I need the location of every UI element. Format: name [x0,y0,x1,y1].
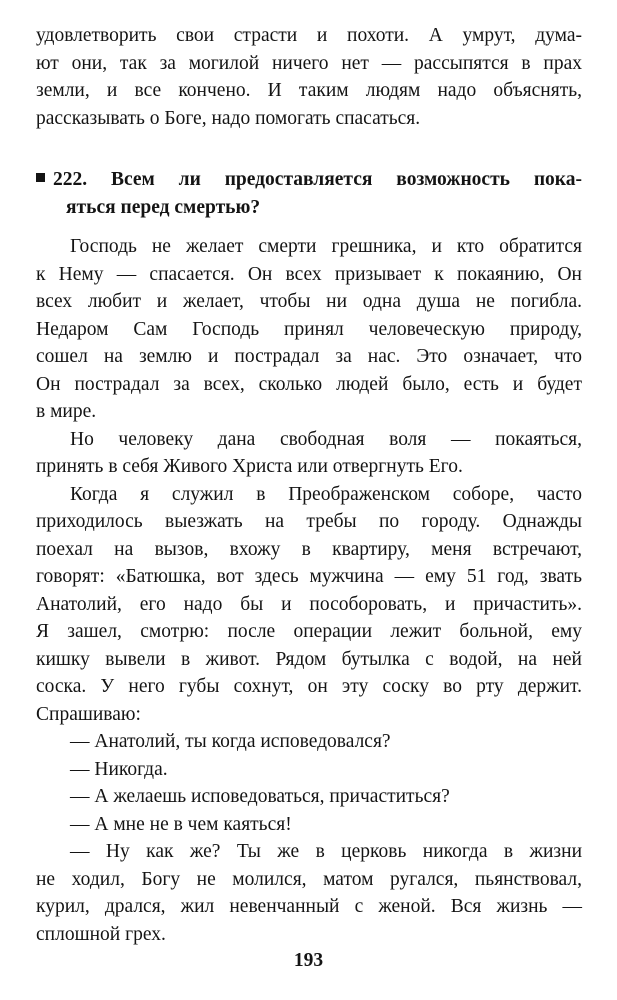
text-line: удовлетворить свои страсти и похоти. А умрут, дума- [36,25,582,46]
heading-line: 222. Всем ли предоставляется возможность пока- [53,169,582,190]
text-line: Но человеку дана свободная воля — покаяться, [70,428,582,450]
square-bullet-icon [36,173,45,182]
text-line: Анатолий, его надо бы и пособоровать, и причастить». [36,593,582,615]
text-line: рассказывать о Боге, надо помогать спасаться. [36,107,421,129]
text-line: приходилось выезжать на требы по городу. Однажды [36,511,582,532]
section-heading [36,166,582,221]
text-line: сплошной грех. [36,923,166,945]
dialogue-line: — А желаешь исповедоваться, причаститься? [70,786,450,807]
text-line: говорят: «Батюшка, вот здесь мужчина — ему 51 год, звать [36,566,582,587]
intro-paragraph [36,22,582,132]
heading-line: яться перед смертью? [66,196,261,218]
text-line: земли, и все кончено. И таким людям надо объяснять, [36,80,582,101]
dialogue-line: — Никогда. [70,758,168,780]
page-number: 193 [293,950,324,971]
text-line: принять в себя Живого Христа или отвергнуть Его. [36,456,463,477]
text-line: всех любит и желает, чтобы ни одна душа не погибла. [36,291,582,312]
body-text [36,233,582,948]
text-line: поехал на вызов, вхожу в квартиру, меня встречают, [36,538,582,560]
text-line: соска. У него губы сохнут, он эту соску во рту держит. [36,676,582,697]
text-line: Недаром Сам Господь принял человеческую природу, [36,318,582,340]
dialogue-line: — Ну как же? Ты же в церковь никогда в жизни [70,841,582,862]
text-line: к Нему — спасается. Он всех призывает к покаянию, Он [36,263,582,285]
text-line: сошел на землю и пострадал за нас. Это означает, что [36,346,582,367]
text-line: Господь не желает смерти грешника, и кто обратится [70,236,582,257]
book-page [36,22,582,948]
text-line: Он пострадал за всех, сколько людей было, есть и будет [36,373,582,395]
text-line: Я зашел, смотрю: после операции лежит больной, ему [36,621,582,642]
dialogue-line: — Анатолий, ты когда исповедовался? [70,731,391,752]
text-line: Когда я служил в Преображенском соборе, часто [70,483,582,505]
text-line: кишку вывели в живот. Рядом бутылка с водой, на ней [36,648,582,670]
dialogue-line: — А мне не в чем каяться! [70,813,292,835]
text-line: в мире. [36,401,97,422]
text-line: не ходил, Богу не молился, матом ругался, пьянствовал, [36,868,582,890]
text-line: ют они, так за могилой ничего нет — рассыпятся в прах [36,52,582,74]
text-line: Спрашиваю: [36,703,141,725]
text-line: курил, дрался, жил невенчанный с женой. Вся жизнь — [36,896,582,917]
